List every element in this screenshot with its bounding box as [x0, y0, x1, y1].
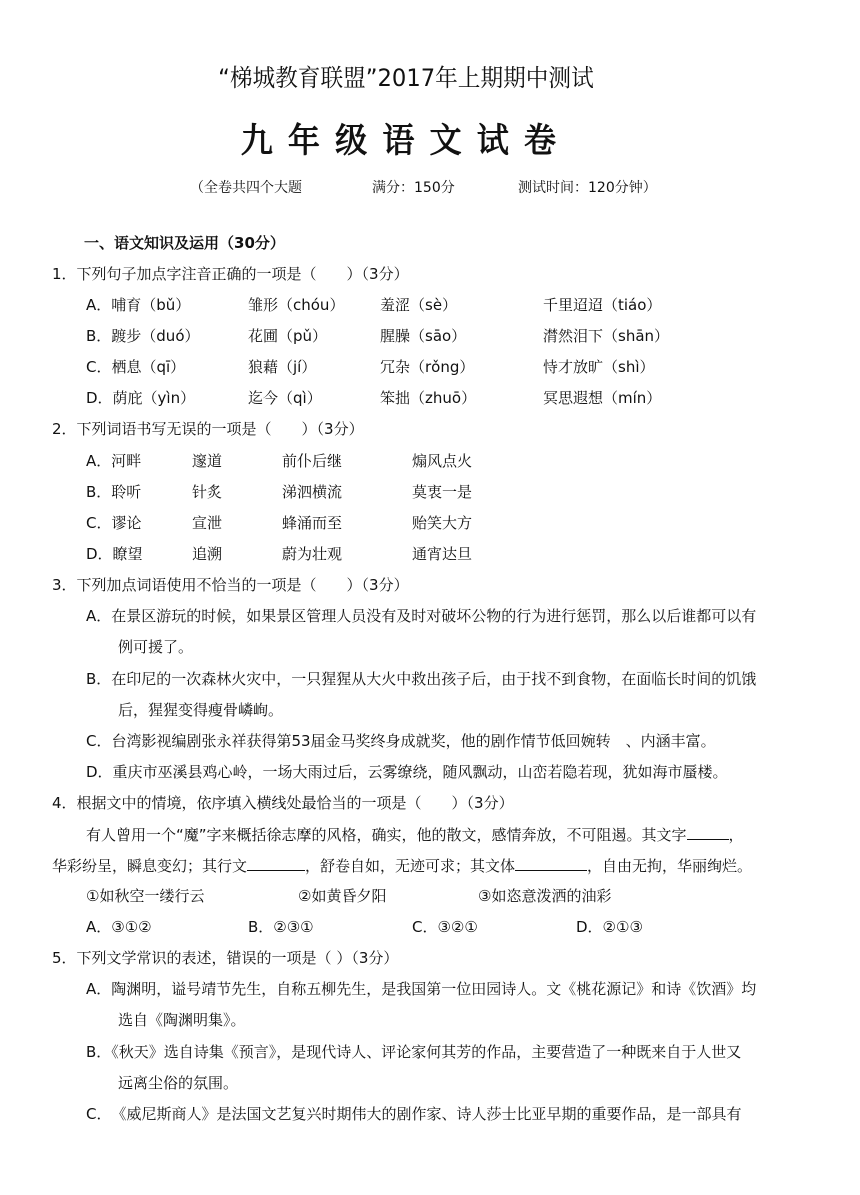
q2-a-1: A．河畔: [86, 452, 142, 470]
q3-option-a-line1: A．在景区游玩的时候，如果景区管理人员没有及时对破坏公物的行为进行惩罚，那么以后谁都可以有: [86, 607, 757, 625]
blank-2: [247, 855, 305, 871]
q4-passage-text-a: 有人曾用一个“魔”字来概括徐志摩的风格，确实，他的散文，感情奔放，不可阻遏。其文字: [86, 826, 687, 844]
q2-d-3: 蔚为壮观: [282, 545, 343, 563]
q1-a-3: 羞涩（sè）: [380, 296, 458, 314]
q1-c-4: 恃才放旷（shì）: [543, 358, 655, 376]
blank-1: [687, 824, 729, 840]
exam-time: 测试时间：120分钟）: [518, 180, 657, 196]
q3-option-c: C．台湾影视编剧张永祥获得第53届金马奖终身成就奖，他的剧作情节低回婉转 、内涵丰富。: [86, 732, 716, 750]
q4-answer-c: C．③②①: [412, 918, 478, 936]
question-3-stem: 3．下列加点词语使用不恰当的一项是（ ）（3分）: [52, 576, 409, 594]
q3-option-b-line2: 后，猩猩变得瘦骨嶙峋。: [118, 701, 284, 719]
blank-3: [515, 855, 587, 871]
question-4-stem: 4．根据文中的情境，依序填入横线处最恰当的一项是（ ）（3分）: [52, 794, 514, 812]
q4-passage-line2: [52, 855, 752, 876]
q1-b-1: B．踱步（duó）: [86, 327, 200, 345]
q1-d-3: 笨拙（zhuō）: [380, 389, 477, 407]
q4-answer-d: D．②①③: [576, 918, 643, 936]
q5-option-a-line2: 选自《陶渊明集》。: [118, 1011, 246, 1029]
paper-title: 九年级语文试卷: [240, 121, 572, 161]
q4-passage-text-b: ，: [728, 826, 744, 844]
q4-passage-text-e: ，自由无拘，华丽绚烂。: [587, 857, 753, 875]
q2-c-4: 贻笑大方: [412, 514, 473, 532]
q1-c-1: C．栖息（qī）: [86, 358, 186, 376]
q2-d-1: D．瞭望: [86, 545, 143, 563]
q1-c-2: 狼藉（jí）: [248, 358, 317, 376]
q3-option-a-line2: 例可援了。: [118, 638, 194, 656]
q5-option-b-line1: B．《秋天》选自诗集《预言》，是现代诗人、评论家何其芳的作品，主要营造了一种既来自于人世又: [86, 1043, 742, 1061]
q4-passage-text-d: ，舒卷自如，无迹可求；其文体: [305, 857, 516, 875]
q4-passage-line1: [86, 824, 744, 845]
q2-b-1: B．聆听: [86, 483, 142, 501]
q2-b-3: 涕泗横流: [282, 483, 343, 501]
q1-a-4: 千里迢迢（tiáo）: [543, 296, 662, 314]
question-2-stem: 2．下列词语书写无误的一项是（ ）（3分）: [52, 420, 364, 438]
q4-option-1: ①如秋空一缕行云: [86, 887, 205, 905]
exam-score: 满分：150分: [372, 180, 455, 196]
q3-option-d: D．重庆市巫溪县鸡心岭，一场大雨过后，云雾缭绕，随风飘动，山峦若隐若现，犹如海市蜃楼。: [86, 763, 728, 781]
q5-option-a-line1: A．陶渊明，谥号靖节先生，自称五柳先生，是我国第一位田园诗人。文《桃花源记》和诗《饮酒》均: [86, 980, 757, 998]
q4-answer-b: B．②③①: [248, 918, 314, 936]
q1-c-3: 冗杂（rǒng）: [380, 358, 475, 376]
q2-a-4: 煽风点火: [412, 452, 473, 470]
q5-option-b-line2: 远离尘俗的氛围。: [118, 1074, 239, 1092]
q4-option-3: ③如恣意泼洒的油彩: [478, 887, 612, 905]
q2-b-4: 莫衷一是: [412, 483, 473, 501]
q1-d-2: 迄今（qì）: [248, 389, 322, 407]
section-title: 一、语文知识及运用（30分）: [84, 234, 285, 252]
q2-d-2: 追溯: [192, 545, 223, 563]
q1-b-2: 花圃（pǔ）: [248, 327, 328, 345]
q2-c-3: 蜂涌而至: [282, 514, 343, 532]
q1-a-1: A．哺育（bǔ）: [86, 296, 191, 314]
q1-b-3: 腥臊（sāo）: [380, 327, 467, 345]
q2-d-4: 通宵达旦: [412, 545, 473, 563]
q1-b-4: 潸然泪下（shān）: [543, 327, 670, 345]
q5-option-c-line1: C． 《威尼斯商人》是法国文艺复兴时期伟大的剧作家、诗人莎士比亚早期的重要作品，是一部具有: [86, 1105, 742, 1123]
q1-a-2: 雏形（chóu）: [248, 296, 345, 314]
q4-passage-text-c: 华彩纷呈，瞬息变幻；其行文: [52, 857, 248, 875]
question-5-stem: 5．下列文学常识的表述，错误的一项是（ ）（3分）: [52, 949, 399, 967]
q2-c-2: 宣泄: [192, 514, 223, 532]
q2-b-2: 针炙: [192, 483, 223, 501]
q1-d-1: D．荫庇（yìn）: [86, 389, 196, 407]
q4-option-2: ②如黄昏夕阳: [298, 887, 387, 905]
q2-a-3: 前仆后继: [282, 452, 343, 470]
q4-answer-a: A．③①②: [86, 918, 152, 936]
q2-a-2: 邃道: [192, 452, 223, 470]
q2-c-1: C．谬论: [86, 514, 142, 532]
q3-option-b-line1: B．在印尼的一次森林火灾中，一只猩猩从大火中救出孩子后，由于找不到食物，在面临长时间的饥饿: [86, 670, 757, 688]
q1-d-4: 冥思遐想（mín）: [543, 389, 662, 407]
exam-title: “梯城教育联盟”2017年上期期中测试: [218, 64, 594, 92]
exam-scope: （全卷共四个大题: [190, 180, 302, 196]
question-1-stem: 1．下列句子加点字注音正确的一项是（ ）（3分）: [52, 265, 409, 283]
